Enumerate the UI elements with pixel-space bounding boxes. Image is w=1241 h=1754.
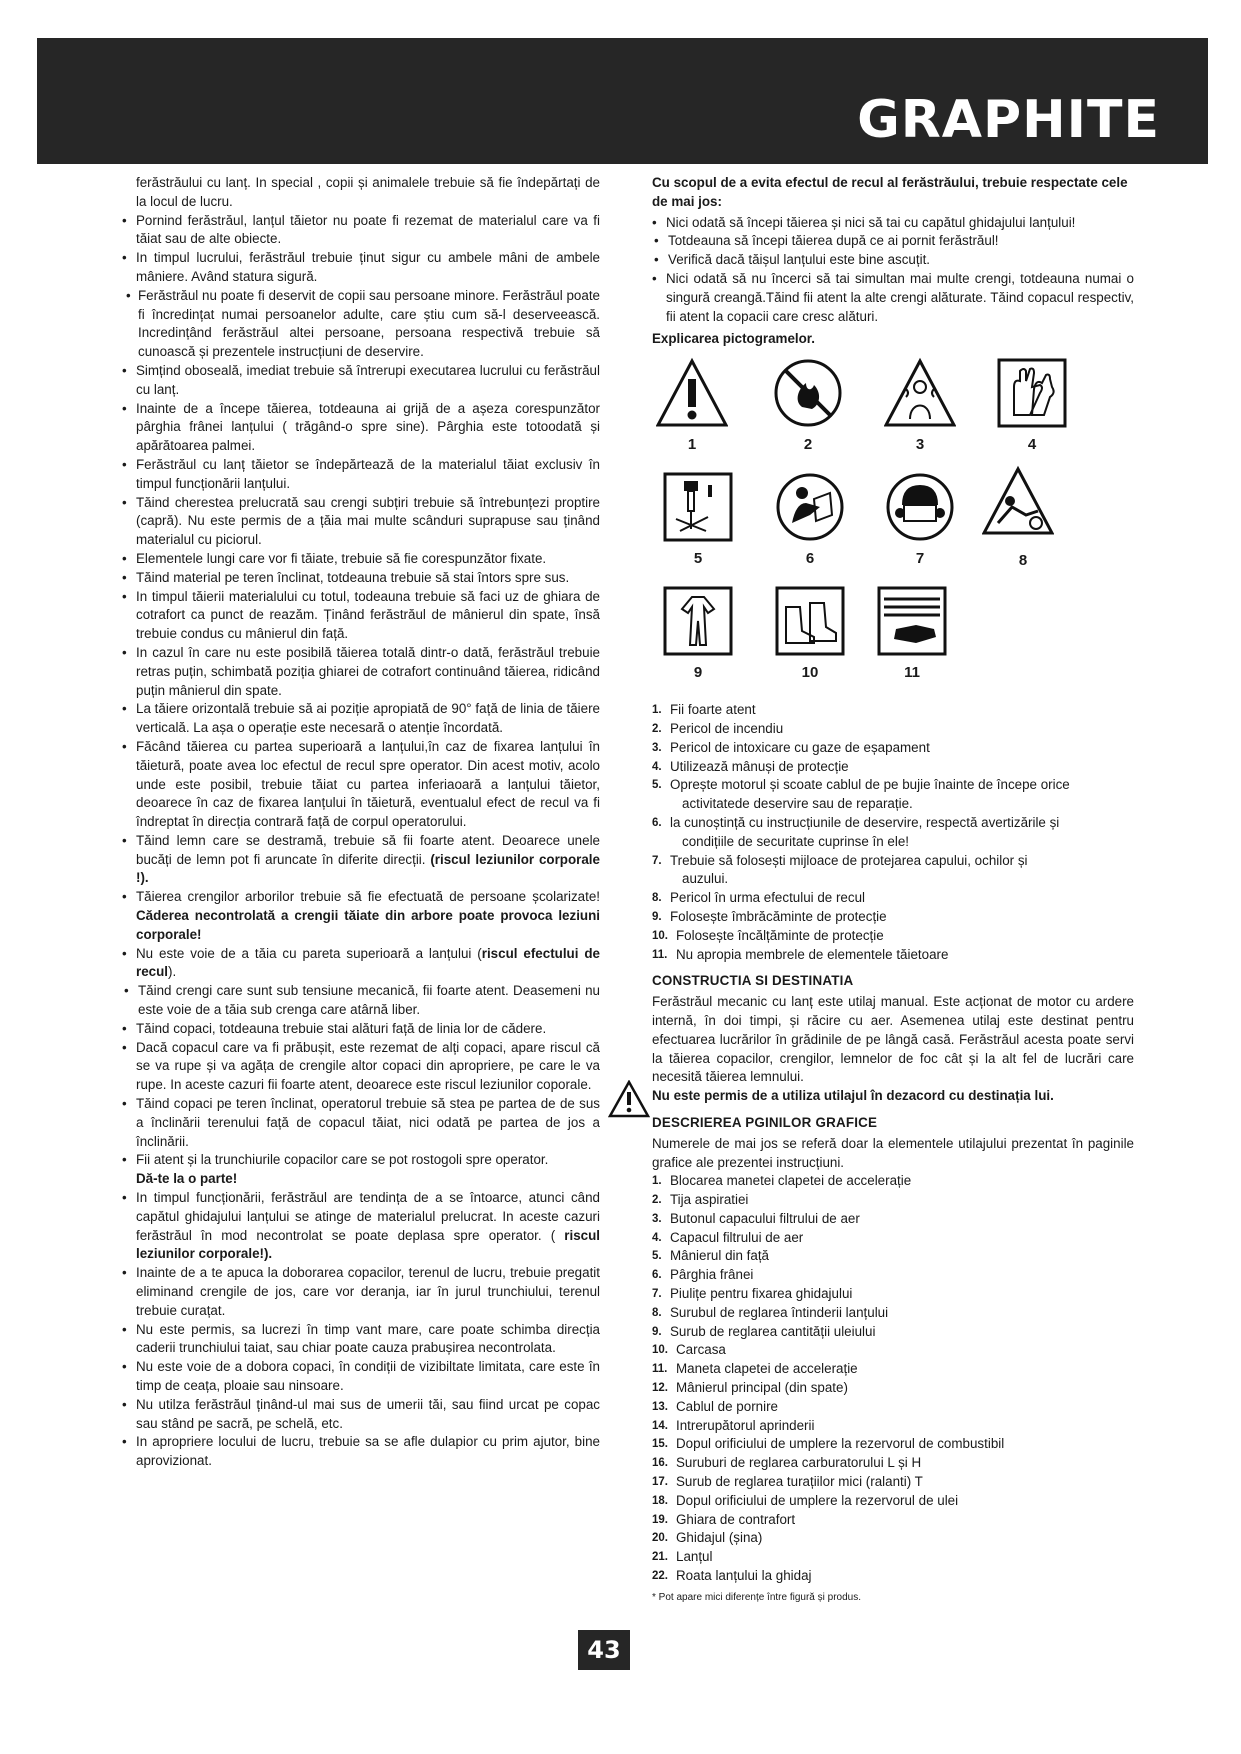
component-item: 16. Suruburi de reglarea carburatorului L și H [652,1455,922,1471]
component-item: 5. Mânierul din față [652,1248,769,1264]
legend-item: 11. Nu apropia membrele de elementele tăietoare [652,946,949,962]
list-item-text: Tăind lemn care se destramă, trebuie să fii foarte atent. Deoarece unele bucăți de lemn pot fi aruncate în diferite direcții. [136,832,600,867]
legend-item: 6. la cunoștință cu instrucțiunile de deservire, respectă avertizările și condițiile de securitate cuprinse în ele! [652,814,1060,849]
construction-title: CONSTRUCTIA SI DESTINATIA [652,973,854,989]
gloves-pictogram [996,357,1068,429]
component-item: 15. Dopul orificiului de umplere la rezervorul de combustibil [652,1436,1005,1452]
list-item-bold: (riscul leziunilor corporale !). [136,851,600,886]
list-item-bold: riscul leziunilor corporale!). [136,1227,600,1262]
read-manual-pictogram [774,471,846,543]
list-item: ferăstrăului cu lanț. In special , copii și animalele trebuie să fie îndepărtați de la locul de lucru. [136,175,600,209]
component-item: 19. Ghiara de contrafort [652,1511,796,1527]
list-item: • In apropriere locului de lucru, trebuie sa se afle dulapior cu prim ajutor, bine aprovizionat. [122,1433,600,1471]
legend-item: 8. Pericol în urma efectului de recul [652,890,866,906]
component-item: 10. Carcasa [652,1342,726,1358]
list-item: • Inainte de a te apuca la doborarea copacilor, terenul de lucru, trebuie pregatit eliminand crengile de jos, care vor deranja, iar în jurul trunchiului, terenul trebuie curațat. [122,1264,600,1320]
pictogram-number: 2 [803,436,813,454]
list-item: • Ferăstrăul nu poate fi deservit de copii sau persoane minore. Ferăstrăul poate fi încredințat numai persoanelor adulte, care știu cum să-l deserveească. Incredințând ferăstrăul altei persoane, persoana respectivă trebuie să cunoască și prezentele instrucțiuni de deservire. [122,287,600,362]
component-item: 14. Intrerupătorul aprinderii [652,1417,815,1433]
legend-item: 4. Utilizează mânuși de protecție [652,758,849,774]
list-item: • Dacă copacul care va fi prăbușit, este rezemat de alți copaci, apare riscul că se va rupe și va agăța de crengile altor copaci din apropriere, pe care le va rupe. In aceste cazuri fii foarte atent, deoarece este riscul leziunilor coporale. [122,1039,600,1095]
fire-hazard-pictogram [772,357,844,429]
legend-item: 7. Trebuie să folosești mijloace de protejarea capului, ochilor și auzului. [652,852,1028,887]
list-item-text: Fii atent și la trunchiurile copacilor care se pot rostogoli spre operator. [136,1152,549,1168]
list-item-text: In timpul funcționării, ferăstrăul are tendința de a se întoarce, atunci când capătul ghidajului lanțului se atinge de materialul prelucrat. In aceste cazuri ferăstrăul în mod necontrolat se poate deplasa spre operator. ( [136,1190,600,1243]
legend-item: 9. Folosește îmbrăcăminte de protecție [652,908,887,924]
pictogram-number: 6 [805,550,815,568]
list-item: • Nu este voie de a dobora copaci, în condiții de vizibiltate limitata, care este în timp de ceața, ploaie sau ninsoare. [122,1358,600,1396]
list-item: • Elementele lungi care vor fi tăiate, trebuie să fie corespunzător fixate. [122,550,600,569]
list-item: • In cazul în care nu este posibilă tăierea totală dintr-o dată, ferăstrăul trebuie retras puțin, schimbată poziția ghiarei de cotrafort continuând tăierea, ridicând puțin mânierul din spate. [122,644,600,700]
spark-plug-pictogram [662,471,734,543]
list-item: • Tăind cherestea prelucrată sau crengi subțiri trebuie să întrebunțezi proptire (capră). Nu este permis de a țăia mai multe scânduri suprapuse sau ținând materialul cu piciorul. [122,494,600,550]
component-item: 20. Ghidajul (șina) [652,1530,763,1546]
kickback-hazard-pictogram [982,465,1054,537]
component-item: 7. Piulițe pentru fixarea ghidajului [652,1286,853,1302]
pictogram-number: 7 [915,550,925,568]
protective-boots-pictogram [774,585,846,657]
pictogram-number: 8 [1018,552,1028,570]
list-item: • Simțind oboseală, imediat trebuie să întrerupi executarea lucrului cu ferăstrăul cu lanț. [122,362,600,400]
kickback-list [652,214,1134,327]
component-item: 18. Dopul orificiului de umplere la rezervorul de ulei [652,1492,959,1508]
list-item: • Nu utilza ferăstrăul ținând-ul mai sus de umerii tăi, sau fiind urcat pe copac sau stând pe sacră, pe schelă, etc. [122,1396,600,1434]
list-item-bold: riscul efectului de recul [136,945,600,980]
attention-pictogram [656,357,728,429]
list-item: • La tăiere orizontală trebuie să ai poziție apropiată de 90° față de linia de tăiere verticală. La așa o operație este necesară o atenție încordată. [122,700,600,738]
component-item: 4. Capacul filtrului de aer [652,1229,804,1245]
list-item: • Ferăstrăul cu lanț tăietor se îndepărtează de la materialul tăiat exclusiv în timpul funcționării lanțului. [122,456,600,494]
construction-text: Ferăstrăul mecanic cu lanț este utilaj manual. Este acționat de motor cu ardere internă, în doi timpi, și răcire cu aer. Asemenea utilaj este destinat pentru efectuarea lucrărilor în grădinile de pe lângă casă. Ferăstrăul acesta poate servi la tăierea copacilor, crengilor, lemnelor de foc cât și la alt fel de lucrări care necesită tăierea lemnului. [652,994,1134,1085]
list-item [122,1151,600,1189]
component-item: 1. Blocarea manetei clapetei de accelerație [652,1173,912,1189]
list-item [122,888,600,944]
pictogram-number: 5 [693,550,703,568]
pictogram-number: 11 [904,664,920,682]
page-number: 43 [578,1630,630,1670]
component-item: 3. Butonul capacului filtrului de aer [652,1210,860,1226]
legend-item: 1. Fii foarte atent [652,702,756,718]
component-item: 12. Mânierul principal (din spate) [652,1380,848,1396]
left-column [122,174,600,1471]
pictogram-legend [652,701,1134,964]
figure-note: * Pot apare mici diferențe între figură și produs. [652,1591,861,1603]
list-item: • Nici odată să începi tăierea și nici să tai cu capătul ghidajului lanțului! [652,214,1134,233]
list-item: • Tăind material pe teren înclinat, totdeauna trebuie să stai întors spre sus. [122,569,600,588]
right-column [652,174,1134,1608]
description-intro: Numerele de mai jos se referă doar la elementele utilajului prezentat în paginile grafice ale prezentei instrucțiuni. [652,1135,1134,1170]
description-title: DESCRIEREA PGINILOR GRAFICE [652,1114,878,1130]
list-item-text: Tăierea crengilor arborilor trebuie să fie efectuată de persoane școlarizate! [136,889,600,905]
safety-list [122,174,600,1471]
component-item: 6. Pârghia frânei [652,1267,754,1283]
component-item: 13. Cablul de pornire [652,1398,778,1414]
exhaust-gas-pictogram [884,357,956,429]
list-item: • Pornind ferăstrăul, lanțul tăietor nu poate fi rezemat de materialul care va fi tăiat sau de alte obiecte. [122,212,600,250]
list-item: • Tăind copaci, totdeauna trebuie stai alături față de linia lor de cădere. [122,1020,600,1039]
component-item: 17. Surub de reglarea turațiilor mici (ralanti) T [652,1474,923,1490]
list-item [122,832,600,888]
legend-item: 5. Oprește motorul și scoate cablul de pe bujie înainte de începe orice activitatede deservire sau de reparație. [652,777,1070,812]
legend-item: 2. Pericol de incendiu [652,720,784,736]
list-item: • Totdeauna să începi tăierea după ce ai pornit ferăstrăul! [652,232,1134,251]
pictogram-grid [652,353,1122,691]
header-bar [37,38,1208,164]
pictogram-number: 1 [687,436,697,454]
list-item-text: Nu este voie de a tăia cu pareta superioară a lanțului ( [136,945,482,961]
component-item: 2. Tija aspiratiei [652,1192,749,1208]
list-item: • In timpul tăierii materialului cu totul, todeauna trebuie să faci uz de ghiara de cotrafort ca punct de reazăm. Ținând ferăstrăul de mânierul din spate, însă trebuie condus cu mânierul din față. [122,588,600,644]
keep-hands-away-pictogram [876,585,948,657]
list-item [122,1189,600,1264]
list-item: • Nu este permis, sa lucrezi în timp vant mare, care poate schimba direcția caderii trunchiului taiat, sau chiar poate cauza prabușirea necontrolata. [122,1321,600,1359]
list-item: • Tăind crengi care sunt sub tensiune mecanică, fii foarte atent. Deasemeni nu este voie de a tăia sub crenga care atârnă liber. [122,982,600,1020]
component-item: 21. Lanțul [652,1549,713,1565]
legend-item: 10. Folosește încălțăminte de protecție [652,927,884,943]
kickback-lead: Cu scopul de a evita efectul de recul al ferăstrăului, trebuie respectate cele de mai jos: [652,175,1128,209]
legend-item: 3. Pericol de intoxicare cu gaze de eșapament [652,739,930,755]
component-item: 22. Roata lanțului la ghidaj [652,1568,812,1584]
list-item: • Nici odată să nu încerci să tai simultan mai multe crengi, totdeauna numai o singură creangă.Tăind fii atent la alte crengi alăturate. Tăind copacul respectiv, fii atent la copacii care cresc alături. [652,270,1134,326]
component-item: 11. Maneta clapetei de accelerație [652,1361,858,1377]
list-item: • Inainte de a începe tăierea, totdeauna ai grijă de a așeza corespunzător pârghia frânei lanțului ( trăgând-o spre sine). Pârghia este totoodată și apărătoarea palmei. [122,400,600,456]
list-item: • Verifică dacă tăișul lanțului este bine ascuțit. [652,251,1134,270]
list-item: • Tăind copaci pe teren înclinat, operatorul trebuie să stea pe partea de de sus a înclinării terenului față de copacul tăiat, nici odată pe partea de jos a înclinării. [122,1095,600,1151]
head-protection-pictogram [884,471,956,543]
list-item [122,945,600,983]
pictogram-number: 10 [801,664,819,682]
list-item: • In timpul lucrului, ferăstrăul trebuie ținut sigur cu ambele mâni de ambele mâniere. Având statura sigură. [122,249,600,287]
protective-clothing-pictogram [662,585,734,657]
pictograms-title: Explicarea pictogramelor. [652,331,815,347]
list-item-bold: Căderea necontrolată a crengii tăiate din arbore poate provoca leziuni corporale! [136,908,600,942]
list-item-bold: Dă-te la o parte! [136,1171,238,1187]
component-item: 8. Surubul de reglarea întinderii lanțului [652,1304,889,1320]
component-item: 9. Surub de reglarea cantității uleiului [652,1323,876,1339]
brand-logo: GRAPHITE [857,90,1160,150]
pictogram-number: 3 [915,436,925,454]
pictogram-number: 4 [1027,436,1037,454]
list-item: • Făcând tăierea cu partea superioară a lanțului,în caz de fixarea lanțului în tăietură, poate avea loc efectul de recul spre operator. Din acest motiv, acolo unde este posibil, trebuie tăiat cu partea inferiaoară a lanțului tăietor, deoarece în caz de fixarea lanțului în tăietură, eventualul efect de recul va fi îndreptat în direcția contrară față de corpul operatorului. [122,738,600,832]
construction-warning: Nu este permis de a utiliza utilajul în dezacord cu destinația lui. [652,1088,1054,1104]
warning-triangle-icon [608,1080,650,1118]
component-list [652,1172,1134,1586]
pictogram-number: 9 [693,664,703,682]
list-item-text: ). [168,964,177,980]
